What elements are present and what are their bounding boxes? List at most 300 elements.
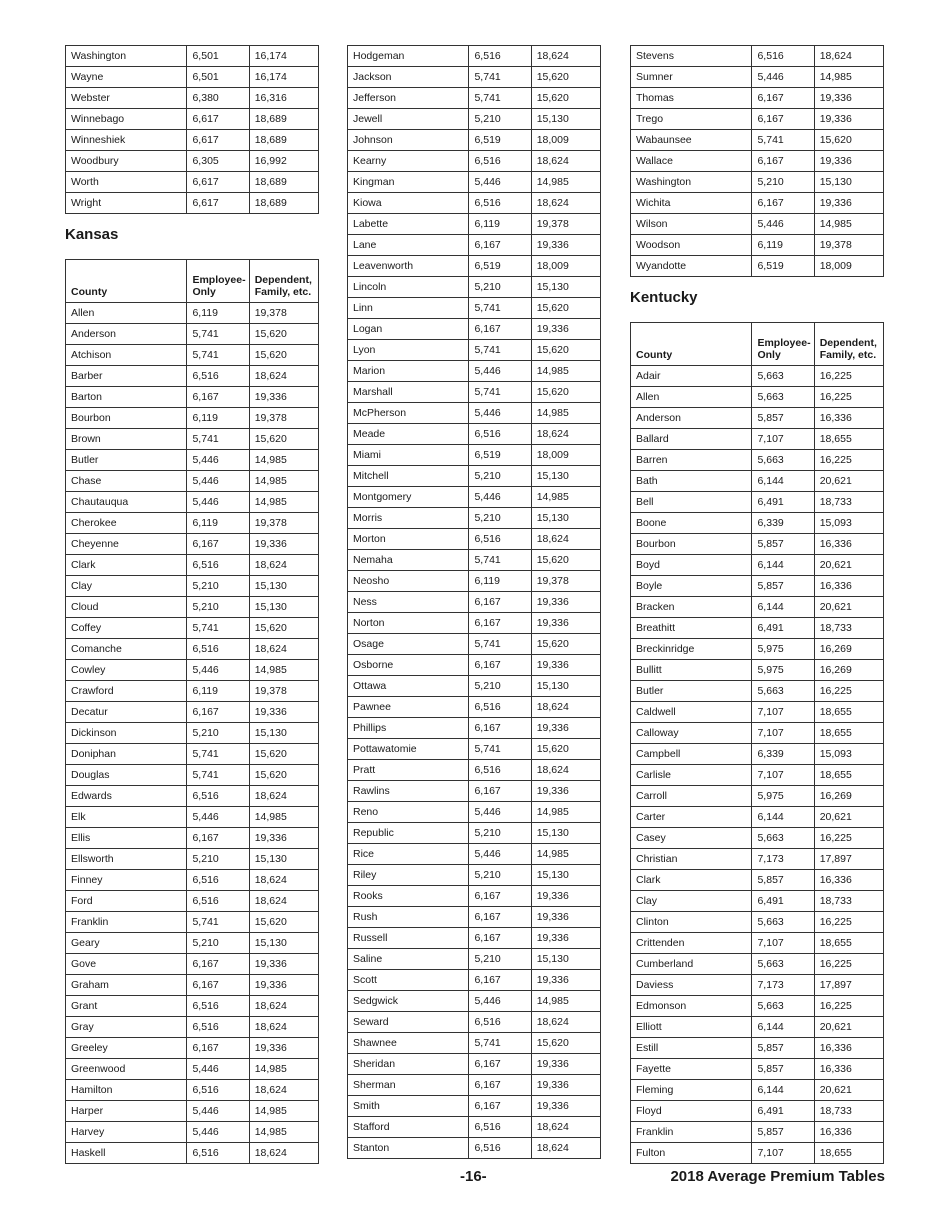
- employee-only-cell: 6,167: [469, 781, 531, 802]
- county-cell: Lyon: [348, 340, 469, 361]
- table-row: [631, 387, 884, 408]
- dependent-cell: 18,624: [531, 151, 600, 172]
- employee-only-cell: 5,446: [469, 172, 531, 193]
- table-row: [631, 151, 884, 172]
- table-header-row: [631, 323, 884, 366]
- header-employee-only: Employee-Only: [187, 260, 249, 303]
- employee-only-cell: 6,167: [187, 828, 249, 849]
- table-row: [66, 534, 319, 555]
- county-cell: Logan: [348, 319, 469, 340]
- county-cell: Jefferson: [348, 88, 469, 109]
- table-row: [66, 828, 319, 849]
- dependent-cell: 19,336: [531, 613, 600, 634]
- county-cell: Estill: [631, 1038, 752, 1059]
- table-row: [66, 1038, 319, 1059]
- employee-only-cell: 5,975: [752, 786, 814, 807]
- county-cell: Stafford: [348, 1117, 469, 1138]
- dependent-cell: 19,336: [531, 319, 600, 340]
- dependent-cell: 19,336: [531, 718, 600, 739]
- county-cell: Kingman: [348, 172, 469, 193]
- table-row: [348, 550, 601, 571]
- county-cell: Winneshiek: [66, 130, 187, 151]
- employee-only-cell: 6,516: [469, 1138, 531, 1159]
- employee-only-cell: 5,210: [187, 849, 249, 870]
- employee-only-cell: 7,107: [752, 765, 814, 786]
- employee-only-cell: 6,167: [469, 613, 531, 634]
- employee-only-cell: 5,857: [752, 408, 814, 429]
- employee-only-cell: 6,167: [469, 319, 531, 340]
- employee-only-cell: 6,519: [469, 256, 531, 277]
- county-cell: Cheyenne: [66, 534, 187, 555]
- dependent-cell: 18,624: [531, 760, 600, 781]
- table-row: [348, 739, 601, 760]
- dependent-cell: 16,336: [814, 870, 883, 891]
- table-row: [66, 681, 319, 702]
- employee-only-cell: 5,210: [187, 723, 249, 744]
- dependent-cell: 19,336: [531, 1054, 600, 1075]
- table-row: [631, 1101, 884, 1122]
- table-row: [348, 1117, 601, 1138]
- county-cell: Ellis: [66, 828, 187, 849]
- dependent-cell: 18,624: [531, 1117, 600, 1138]
- employee-only-cell: 6,144: [752, 597, 814, 618]
- dependent-cell: 16,225: [814, 912, 883, 933]
- employee-only-cell: 6,516: [469, 697, 531, 718]
- county-cell: Edmonson: [631, 996, 752, 1017]
- employee-only-cell: 6,167: [752, 88, 814, 109]
- county-cell: Doniphan: [66, 744, 187, 765]
- table-row: [66, 576, 319, 597]
- employee-only-cell: 6,119: [187, 408, 249, 429]
- table-row: [348, 235, 601, 256]
- table-row: [66, 765, 319, 786]
- table-row: [631, 67, 884, 88]
- county-cell: McPherson: [348, 403, 469, 424]
- employee-only-cell: 5,446: [469, 802, 531, 823]
- employee-only-cell: 6,167: [752, 109, 814, 130]
- table-row: [631, 513, 884, 534]
- table-row: [66, 471, 319, 492]
- county-cell: Johnson: [348, 130, 469, 151]
- table-row: [631, 828, 884, 849]
- employee-only-cell: 6,339: [752, 513, 814, 534]
- employee-only-cell: 5,741: [187, 345, 249, 366]
- county-cell: Sedgwick: [348, 991, 469, 1012]
- dependent-cell: 18,733: [814, 618, 883, 639]
- kansas-table-1: [65, 259, 319, 1164]
- county-cell: Leavenworth: [348, 256, 469, 277]
- county-cell: Mitchell: [348, 466, 469, 487]
- county-cell: Carter: [631, 807, 752, 828]
- employee-only-cell: 6,516: [469, 151, 531, 172]
- county-cell: Gove: [66, 954, 187, 975]
- table-row: [631, 256, 884, 277]
- employee-only-cell: 5,741: [469, 298, 531, 319]
- employee-only-cell: 5,857: [752, 1038, 814, 1059]
- column-2: [347, 45, 601, 1159]
- county-cell: Elliott: [631, 1017, 752, 1038]
- employee-only-cell: 5,741: [469, 382, 531, 403]
- table-header-row: [66, 260, 319, 303]
- county-cell: Riley: [348, 865, 469, 886]
- employee-only-cell: 5,446: [752, 67, 814, 88]
- employee-only-cell: 6,516: [187, 996, 249, 1017]
- employee-only-cell: 6,519: [469, 130, 531, 151]
- dependent-cell: 14,985: [531, 361, 600, 382]
- table-row: [66, 46, 319, 67]
- dependent-cell: 16,269: [814, 660, 883, 681]
- employee-only-cell: 5,741: [469, 739, 531, 760]
- county-cell: Morris: [348, 508, 469, 529]
- county-cell: Washington: [66, 46, 187, 67]
- dependent-cell: 15,130: [531, 865, 600, 886]
- table-row: [348, 613, 601, 634]
- table-row: [348, 487, 601, 508]
- dependent-cell: 18,624: [249, 366, 318, 387]
- dependent-cell: 20,621: [814, 471, 883, 492]
- county-cell: Winnebago: [66, 109, 187, 130]
- employee-only-cell: 5,210: [752, 172, 814, 193]
- table-row: [66, 954, 319, 975]
- employee-only-cell: 6,516: [469, 1012, 531, 1033]
- employee-only-cell: 5,210: [469, 466, 531, 487]
- dependent-cell: 18,624: [249, 639, 318, 660]
- county-cell: Coffey: [66, 618, 187, 639]
- table-row: [631, 933, 884, 954]
- table-row: [631, 1038, 884, 1059]
- table-row: [631, 109, 884, 130]
- employee-only-cell: 6,167: [187, 954, 249, 975]
- employee-only-cell: 6,339: [752, 744, 814, 765]
- dependent-cell: 20,621: [814, 1080, 883, 1101]
- county-cell: Daviess: [631, 975, 752, 996]
- county-cell: Pratt: [348, 760, 469, 781]
- employee-only-cell: 6,380: [187, 88, 249, 109]
- employee-only-cell: 5,741: [469, 88, 531, 109]
- county-cell: Ford: [66, 891, 187, 912]
- dependent-cell: 19,378: [531, 571, 600, 592]
- dependent-cell: 14,985: [814, 67, 883, 88]
- dependent-cell: 19,336: [249, 702, 318, 723]
- employee-only-cell: 5,975: [752, 660, 814, 681]
- county-cell: Clark: [631, 870, 752, 891]
- table-row: [348, 277, 601, 298]
- county-cell: Miami: [348, 445, 469, 466]
- county-cell: Hamilton: [66, 1080, 187, 1101]
- table-row: [631, 1080, 884, 1101]
- county-cell: Osage: [348, 634, 469, 655]
- dependent-cell: 15,620: [531, 67, 600, 88]
- table-row: [631, 807, 884, 828]
- employee-only-cell: 6,516: [187, 1080, 249, 1101]
- county-cell: Bourbon: [631, 534, 752, 555]
- employee-only-cell: 6,491: [752, 618, 814, 639]
- county-cell: Reno: [348, 802, 469, 823]
- dependent-cell: 18,689: [249, 109, 318, 130]
- dependent-cell: 19,336: [531, 592, 600, 613]
- employee-only-cell: 5,210: [469, 277, 531, 298]
- county-cell: Phillips: [348, 718, 469, 739]
- dependent-cell: 18,689: [249, 130, 318, 151]
- county-cell: Marion: [348, 361, 469, 382]
- employee-only-cell: 5,741: [187, 618, 249, 639]
- employee-only-cell: 6,516: [469, 1117, 531, 1138]
- dependent-cell: 16,225: [814, 954, 883, 975]
- employee-only-cell: 6,144: [752, 807, 814, 828]
- dependent-cell: 19,378: [531, 214, 600, 235]
- employee-only-cell: 5,446: [469, 991, 531, 1012]
- dependent-cell: 18,624: [249, 1080, 318, 1101]
- employee-only-cell: 5,663: [752, 912, 814, 933]
- employee-only-cell: 6,144: [752, 471, 814, 492]
- county-cell: Carroll: [631, 786, 752, 807]
- employee-only-cell: 5,857: [752, 576, 814, 597]
- employee-only-cell: 6,516: [187, 366, 249, 387]
- employee-only-cell: 6,119: [187, 303, 249, 324]
- dependent-cell: 18,624: [531, 529, 600, 550]
- employee-only-cell: 5,741: [187, 912, 249, 933]
- county-cell: Franklin: [631, 1122, 752, 1143]
- employee-only-cell: 5,210: [469, 109, 531, 130]
- table-row: [66, 807, 319, 828]
- dependent-cell: 18,624: [814, 46, 883, 67]
- table-row: [631, 555, 884, 576]
- employee-only-cell: 5,210: [187, 933, 249, 954]
- dependent-cell: 17,897: [814, 975, 883, 996]
- table-row: [631, 408, 884, 429]
- table-row: [348, 865, 601, 886]
- county-cell: Bracken: [631, 597, 752, 618]
- county-cell: Republic: [348, 823, 469, 844]
- county-cell: Cloud: [66, 597, 187, 618]
- dependent-cell: 19,336: [249, 534, 318, 555]
- county-cell: Bell: [631, 492, 752, 513]
- table-row: [348, 88, 601, 109]
- table-row: [631, 744, 884, 765]
- dependent-cell: 15,620: [249, 429, 318, 450]
- table-row: [66, 786, 319, 807]
- county-cell: Floyd: [631, 1101, 752, 1122]
- header-dependent: Dependent, Family, etc.: [814, 323, 883, 366]
- dependent-cell: 14,985: [531, 172, 600, 193]
- county-cell: Christian: [631, 849, 752, 870]
- table-row: [66, 870, 319, 891]
- county-cell: Casey: [631, 828, 752, 849]
- dependent-cell: 16,225: [814, 828, 883, 849]
- employee-only-cell: 6,167: [469, 907, 531, 928]
- table-row: [631, 214, 884, 235]
- table-row: [631, 1122, 884, 1143]
- employee-only-cell: 6,167: [187, 702, 249, 723]
- employee-only-cell: 6,305: [187, 151, 249, 172]
- county-cell: Fleming: [631, 1080, 752, 1101]
- county-cell: Webster: [66, 88, 187, 109]
- employee-only-cell: 5,446: [187, 1059, 249, 1080]
- employee-only-cell: 5,446: [752, 214, 814, 235]
- county-cell: Elk: [66, 807, 187, 828]
- employee-only-cell: 6,516: [187, 1017, 249, 1038]
- dependent-cell: 16,225: [814, 681, 883, 702]
- dependent-cell: 20,621: [814, 597, 883, 618]
- table-row: [66, 1122, 319, 1143]
- employee-only-cell: 5,446: [187, 492, 249, 513]
- employee-only-cell: 7,107: [752, 429, 814, 450]
- table-row: [631, 639, 884, 660]
- county-cell: Edwards: [66, 786, 187, 807]
- table-row: [66, 555, 319, 576]
- employee-only-cell: 5,975: [752, 639, 814, 660]
- county-cell: Gray: [66, 1017, 187, 1038]
- employee-only-cell: 6,167: [752, 193, 814, 214]
- dependent-cell: 16,336: [814, 1059, 883, 1080]
- county-cell: Decatur: [66, 702, 187, 723]
- table-row: [631, 88, 884, 109]
- table-row: [348, 172, 601, 193]
- county-cell: Douglas: [66, 765, 187, 786]
- county-cell: Sumner: [631, 67, 752, 88]
- employee-only-cell: 7,107: [752, 1143, 814, 1164]
- dependent-cell: 17,897: [814, 849, 883, 870]
- table-row: [348, 340, 601, 361]
- table-row: [631, 618, 884, 639]
- employee-only-cell: 5,857: [752, 1122, 814, 1143]
- dependent-cell: 15,620: [249, 345, 318, 366]
- table-row: [348, 403, 601, 424]
- dependent-cell: 19,336: [531, 781, 600, 802]
- dependent-cell: 15,620: [249, 744, 318, 765]
- county-cell: Labette: [348, 214, 469, 235]
- table-row: [631, 996, 884, 1017]
- dependent-cell: 18,733: [814, 1101, 883, 1122]
- dependent-cell: 18,624: [249, 786, 318, 807]
- table-row: [66, 1101, 319, 1122]
- dependent-cell: 16,336: [814, 408, 883, 429]
- county-cell: Anderson: [66, 324, 187, 345]
- county-cell: Morton: [348, 529, 469, 550]
- employee-only-cell: 6,516: [187, 891, 249, 912]
- dependent-cell: 19,378: [814, 235, 883, 256]
- table-row: [348, 655, 601, 676]
- employee-only-cell: 6,617: [187, 109, 249, 130]
- dependent-cell: 18,624: [249, 891, 318, 912]
- table-row: [348, 1012, 601, 1033]
- dependent-cell: 19,336: [249, 387, 318, 408]
- table-row: [348, 256, 601, 277]
- table-row: [348, 928, 601, 949]
- county-cell: Clinton: [631, 912, 752, 933]
- county-cell: Geary: [66, 933, 187, 954]
- employee-only-cell: 6,167: [187, 534, 249, 555]
- county-cell: Cumberland: [631, 954, 752, 975]
- county-cell: Wilson: [631, 214, 752, 235]
- county-cell: Clay: [66, 576, 187, 597]
- employee-only-cell: 5,741: [469, 1033, 531, 1054]
- table-row: [631, 492, 884, 513]
- employee-only-cell: 6,519: [469, 445, 531, 466]
- county-cell: Nemaha: [348, 550, 469, 571]
- county-cell: Jewell: [348, 109, 469, 130]
- county-cell: Woodson: [631, 235, 752, 256]
- county-cell: Ballard: [631, 429, 752, 450]
- dependent-cell: 18,009: [531, 445, 600, 466]
- dependent-cell: 15,620: [531, 550, 600, 571]
- county-cell: Osborne: [348, 655, 469, 676]
- dependent-cell: 15,093: [814, 744, 883, 765]
- dependent-cell: 18,655: [814, 702, 883, 723]
- county-cell: Calloway: [631, 723, 752, 744]
- employee-only-cell: 6,491: [752, 492, 814, 513]
- table-row: [348, 361, 601, 382]
- table-row: [348, 802, 601, 823]
- dependent-cell: 15,130: [531, 823, 600, 844]
- employee-only-cell: 5,741: [187, 429, 249, 450]
- header-county: County: [631, 323, 752, 366]
- dependent-cell: 19,336: [531, 1096, 600, 1117]
- table-row: [66, 387, 319, 408]
- dependent-cell: 18,624: [531, 1012, 600, 1033]
- dependent-cell: 14,985: [531, 403, 600, 424]
- table-row: [66, 450, 319, 471]
- table-row: [631, 702, 884, 723]
- table-row: [66, 492, 319, 513]
- dependent-cell: 14,985: [249, 1101, 318, 1122]
- dependent-cell: 19,336: [531, 235, 600, 256]
- employee-only-cell: 6,119: [469, 214, 531, 235]
- dependent-cell: 14,985: [249, 807, 318, 828]
- table-row: [631, 193, 884, 214]
- employee-only-cell: 6,501: [187, 46, 249, 67]
- dependent-cell: 18,655: [814, 1143, 883, 1164]
- dependent-cell: 16,225: [814, 366, 883, 387]
- employee-only-cell: 6,617: [187, 172, 249, 193]
- dependent-cell: 19,336: [814, 151, 883, 172]
- table-row: [348, 760, 601, 781]
- dependent-cell: 18,655: [814, 933, 883, 954]
- county-cell: Lane: [348, 235, 469, 256]
- county-cell: Chautauqua: [66, 492, 187, 513]
- employee-only-cell: 7,173: [752, 975, 814, 996]
- table-row: [631, 471, 884, 492]
- employee-only-cell: 5,210: [469, 508, 531, 529]
- table-row: [66, 702, 319, 723]
- table-row: [348, 1054, 601, 1075]
- table-row: [348, 529, 601, 550]
- header-county: County: [66, 260, 187, 303]
- county-cell: Atchison: [66, 345, 187, 366]
- county-cell: Boone: [631, 513, 752, 534]
- county-cell: Sheridan: [348, 1054, 469, 1075]
- county-cell: Campbell: [631, 744, 752, 765]
- employee-only-cell: 5,741: [469, 340, 531, 361]
- table-row: [348, 67, 601, 88]
- county-cell: Greenwood: [66, 1059, 187, 1080]
- county-cell: Barton: [66, 387, 187, 408]
- county-cell: Adair: [631, 366, 752, 387]
- table-row: [348, 424, 601, 445]
- dependent-cell: 16,336: [814, 1038, 883, 1059]
- table-row: [631, 597, 884, 618]
- employee-only-cell: 6,516: [469, 529, 531, 550]
- county-cell: Russell: [348, 928, 469, 949]
- county-cell: Rush: [348, 907, 469, 928]
- table-row: [348, 1096, 601, 1117]
- employee-only-cell: 6,167: [469, 1075, 531, 1096]
- county-cell: Wayne: [66, 67, 187, 88]
- county-cell: Butler: [66, 450, 187, 471]
- employee-only-cell: 5,210: [469, 823, 531, 844]
- dependent-cell: 19,336: [531, 970, 600, 991]
- table-row: [631, 786, 884, 807]
